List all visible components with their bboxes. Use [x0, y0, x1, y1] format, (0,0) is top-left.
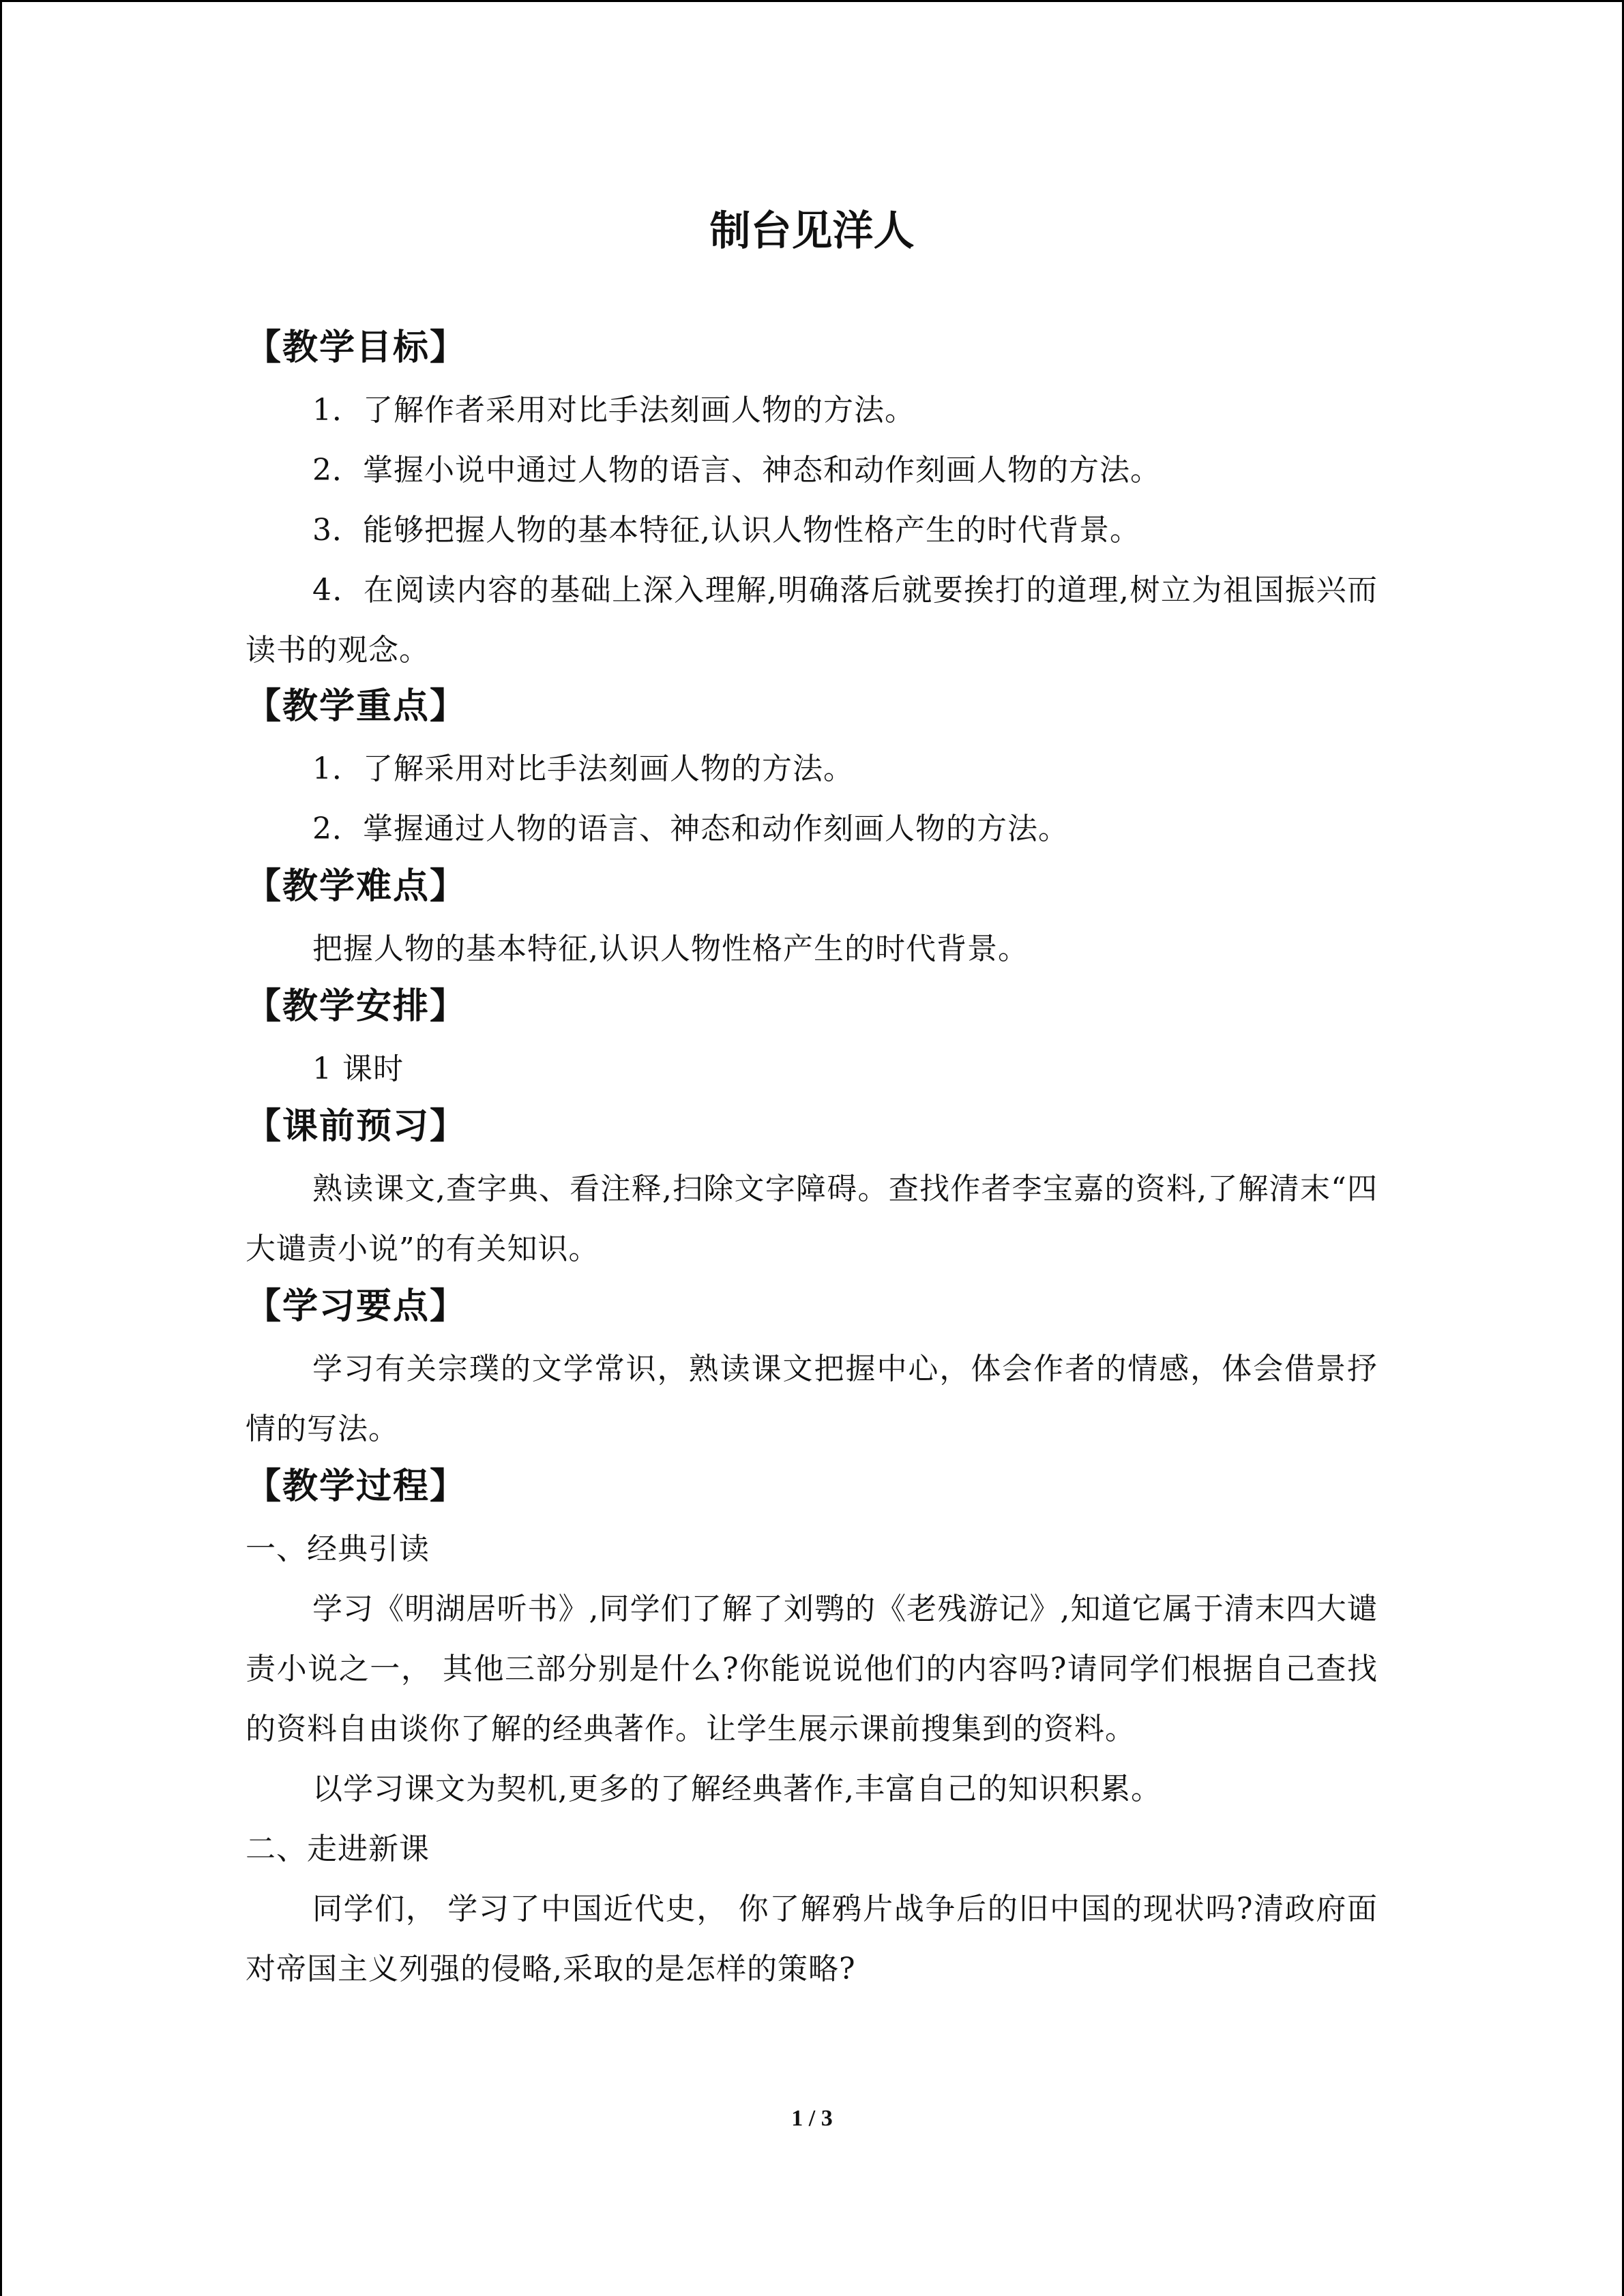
heading-study-points: 【学习要点】: [246, 1286, 467, 1327]
difficulties-text: 把握人物的基本特征,认识人物性格产生的时代背景。: [312, 931, 1029, 966]
heading-difficulties: 【教学难点】: [246, 866, 467, 907]
heading-process: 【教学过程】: [246, 1466, 467, 1507]
process-step2-para1: 同学们， 学习了中国近代史， 你了解鸦片战争后的旧中国的现状吗?清政府面对帝国主义列强的侵略,采取的是怎样的策略?: [246, 1892, 1378, 1986]
objective-item-3: 3．能够把握人物的基本特征,认识人物性格产生的时代背景。: [312, 513, 1140, 548]
heading-key-points: 【教学重点】: [246, 686, 467, 727]
page-left-border: [0, 0, 2, 2296]
preview-text: 熟读课文,查字典、看注释,扫除文字障碍。查找作者李宝嘉的资料,了解清末“四大谴责小说”的有关知识。: [246, 1172, 1378, 1266]
key-point-item-2: 2．掌握通过人物的语言、神态和动作刻画人物的方法。: [312, 811, 1069, 846]
process-step2-title: 二、走进新课: [246, 1832, 430, 1866]
study-points-text: 学习有关宗璞的文学常识，熟读课文把握中心，体会作者的情感，体会借景抒情的写法。: [246, 1352, 1378, 1446]
heading-objectives: 【教学目标】: [246, 327, 467, 368]
objective-item-2: 2．掌握小说中通过人物的语言、神态和动作刻画人物的方法。: [312, 453, 1161, 488]
schedule-text: 1 课时: [312, 1052, 404, 1086]
objective-item-1: 1．了解作者采用对比手法刻画人物的方法。: [312, 393, 915, 428]
process-step1-para2: 以学习课文为契机,更多的了解经典著作,丰富自己的知识积累。: [312, 1772, 1162, 1806]
objective-item-4: 4．在阅读内容的基础上深入理解,明确落后就要挨打的道理,树立为祖国振兴而读书的观念。: [246, 573, 1378, 668]
heading-preview: 【课前预习】: [246, 1106, 467, 1147]
page-number: 1 / 3: [791, 2106, 833, 2131]
heading-schedule: 【教学安排】: [246, 986, 467, 1027]
process-step1-title: 一、经典引读: [246, 1532, 430, 1566]
key-point-item-1: 1．了解采用对比手法刻画人物的方法。: [312, 751, 854, 786]
page-top-border: [0, 0, 1624, 2]
process-step1-para1: 学习《明湖居听书》,同学们了解了刘鹗的《老残游记》,知道它属于清末四大谴责小说之一， 其他三部分别是什么?你能说说他们的内容吗?请同学们根据自己查找的资料自由谈你了解的经典著作。让学生展示课前搜集到的资料。: [246, 1592, 1378, 1746]
document-title: 制台见洋人: [709, 207, 915, 255]
